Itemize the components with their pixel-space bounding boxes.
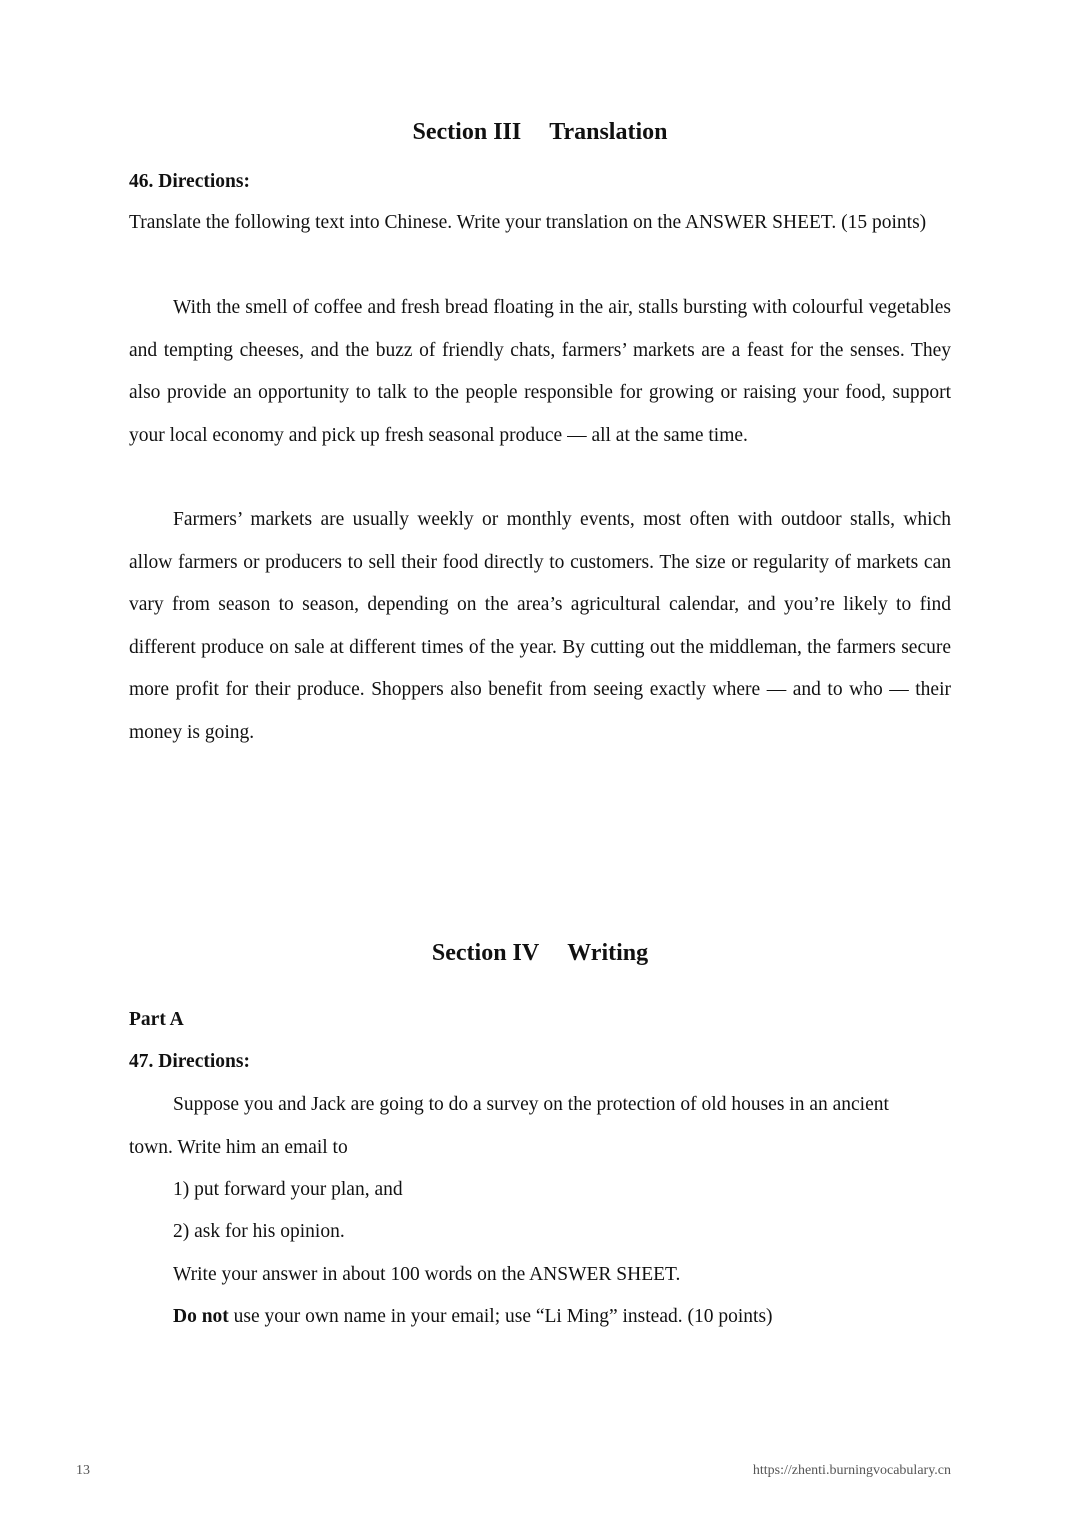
writing-name-note xyxy=(173,1305,773,1329)
section-iii-title: Section III xyxy=(412,119,522,145)
section-iii-subtitle: Translation xyxy=(549,119,668,145)
writing-prompt: Suppose you and Jack are going to do a survey on the protection of old houses in an ancient town. Write him an email to xyxy=(129,1094,889,1158)
writing-task-item-1: 1) put forward your plan, and xyxy=(173,1179,403,1200)
section-iii-heading xyxy=(0,117,1080,147)
translation-instruction: Translate the following text into Chinese. Write your translation on the ANSWER SHEET. (15 points) xyxy=(129,212,927,233)
section-iv-heading xyxy=(0,938,1080,968)
note-emphasis: Do not xyxy=(173,1306,229,1327)
writing-task-item-2: 2) ask for his opinion. xyxy=(173,1221,345,1242)
part-a-label: Part A xyxy=(129,1009,184,1030)
translation-paragraph-2: Farmers’ markets are usually weekly or monthly events, most often with outdoor stalls, which allow farmers or producers to sell their food directly to customers. The size or regularity of markets can vary from season to season, depending on the area’s agricultural calendar, and you’re likely to find different produce on sale at different times of the year. By cutting out the middleman, the farmers secure more profit for their produce. Shoppers also benefit from seeing exactly where — and to who — their money is going. xyxy=(129,509,951,743)
question-47-label: 47. Directions: xyxy=(129,1051,250,1072)
footer-url: https://zhenti.burningvocabulary.cn xyxy=(752,1463,951,1478)
question-46-label: 46. Directions: xyxy=(129,171,250,192)
section-iv-subtitle: Writing xyxy=(567,940,649,966)
note-text: use your own name in your email; use “Li Ming” instead. (10 points) xyxy=(228,1306,773,1327)
page-number: 13 xyxy=(76,1463,90,1478)
translation-paragraph-1: With the smell of coffee and fresh bread floating in the air, stalls bursting with colourful vegetables and tempting cheeses, and the buzz of friendly chats, farmers’ markets are a feast for the senses. They also provide an opportunity to talk to the people responsible for growing or raising your food, support your local economy and pick up fresh seasonal produce — all at the same time. xyxy=(129,297,951,446)
writing-answer-instruction: Write your answer in about 100 words on the ANSWER SHEET. xyxy=(173,1264,681,1285)
section-iv-title: Section IV xyxy=(431,940,540,966)
